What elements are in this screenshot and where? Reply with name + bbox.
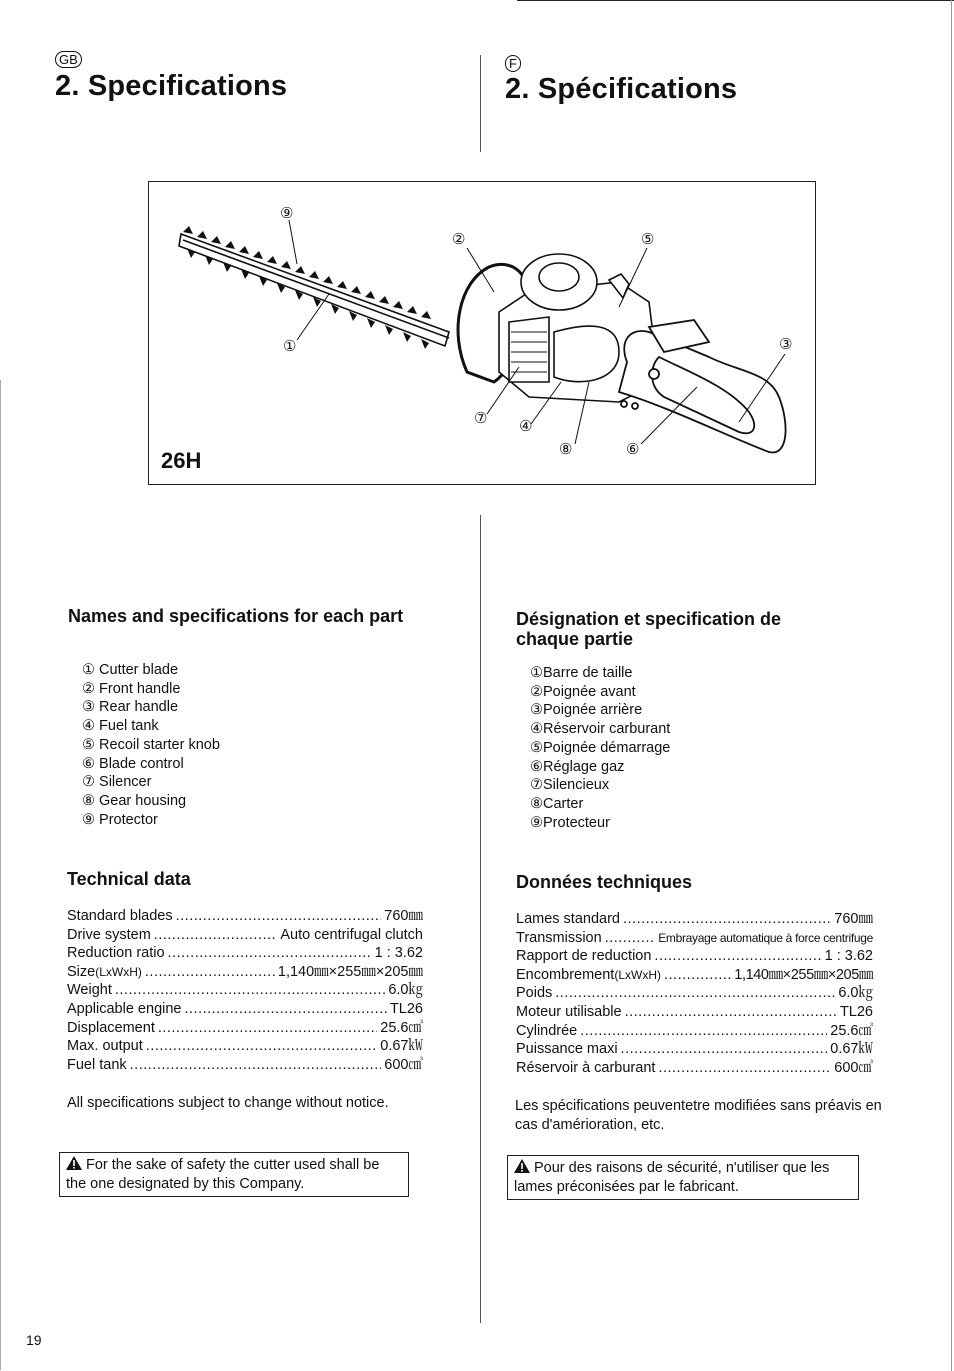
callout-3: ③: [779, 336, 793, 353]
spec-row: Reduction ratio ..... 1 : 3.62: [67, 944, 423, 963]
cutter-blade-drawing: [179, 234, 449, 346]
tech-heading-fr: Données techniques: [516, 872, 693, 892]
column-divider-top: [480, 55, 481, 152]
spec-row: Réservoir à carburant ..... 600㎤: [516, 1059, 873, 1078]
list-item: ⑥ Blade control: [82, 755, 184, 772]
spec-row: Size (LxWxH) ..... 1,140㎜×255㎜×205㎜: [67, 963, 423, 982]
spec-table-en: [67, 907, 423, 1074]
spec-table-fr: [516, 910, 873, 1077]
spec-row: Lames standard ..... 760㎜: [516, 910, 873, 929]
callout-2: ②: [452, 231, 466, 248]
language-badge-gb: GB: [55, 51, 82, 68]
warning-box-en: [59, 1152, 409, 1197]
parts-heading-fr: Désignation et specification de chaque partie: [516, 609, 782, 649]
callout-7: ⑦: [474, 410, 488, 427]
list-item: ⑤ Recoil starter knob: [82, 736, 220, 753]
page-title-en: 2. Specifications: [55, 70, 288, 102]
callout-4: ④: [519, 418, 533, 435]
spec-row: Displacement ..... 25.6㎤: [67, 1019, 423, 1038]
spec-row: Max. output ..... 0.67㎾: [67, 1037, 423, 1056]
hedge-trimmer-illustration: [149, 182, 815, 484]
spec-row: Applicable engine ..... TL26: [67, 1000, 423, 1019]
spec-row: Weight ..... 6.0㎏: [67, 981, 423, 1000]
list-item: ⑨ Protector: [82, 811, 158, 828]
spec-row: Poids ..... 6.0㎏: [516, 984, 873, 1003]
spec-row: Standard blades ..... 760㎜: [67, 907, 423, 926]
list-item: ① Cutter blade: [82, 662, 179, 678]
list-item: ⑧Carter: [530, 795, 584, 812]
list-item: ⑨Protecteur: [530, 814, 610, 831]
warning-icon: [66, 1156, 82, 1170]
list-item: ⑦Silencieux: [530, 777, 610, 794]
list-item: ③Poignée arrière: [530, 702, 643, 719]
warning-icon: [514, 1159, 530, 1173]
model-label: 26H: [161, 448, 202, 473]
callout-6: ⑥: [626, 441, 640, 458]
warning-box-fr: [507, 1155, 859, 1200]
spec-row: Puissance maxi ..... 0.67㎾: [516, 1040, 873, 1059]
list-item: ⑧ Gear housing: [82, 792, 187, 809]
list-item: ⑥Réglage gaz: [530, 758, 625, 775]
parts-heading-en: Names and specifications for each part: [68, 606, 404, 626]
tech-heading-en: Technical data: [67, 869, 191, 889]
right-edge-rule: [951, 0, 952, 1371]
rear-handle-drawing: [619, 320, 786, 452]
callout-8: ⑧: [559, 441, 573, 458]
parts-list-en: [82, 661, 220, 829]
notice-en: All specifications subject to change without notice.: [67, 1095, 389, 1111]
hedge-trimmer-figure: [148, 181, 816, 485]
left-edge-rule: [0, 380, 1, 1370]
spec-row: Cylindrée ..... 25.6㎤: [516, 1022, 873, 1041]
list-item: ④ Fuel tank: [82, 718, 159, 735]
spec-row: Encombrement (LxWxH) ..... 1,140㎜×255㎜×205㎜: [516, 966, 873, 985]
spec-row: Drive system ..... Auto centrifugal clutch: [67, 926, 423, 945]
callout-5: ⑤: [641, 231, 655, 248]
spec-row: Rapport de reduction ..... 1 : 3.62: [516, 947, 873, 966]
list-item: ⑦ Silencer: [82, 774, 152, 791]
page-title-fr: 2. Spécifications: [505, 73, 738, 105]
list-item: ①Barre de taille: [530, 665, 633, 681]
warning-text-fr: Pour des raisons de sécurité, n'utiliser que les lames préconisées par le fabricant.: [514, 1160, 830, 1195]
list-item: ⑤Poignée démarrage: [530, 739, 671, 756]
language-badge-f: F: [505, 55, 521, 72]
column-divider-bottom: [480, 515, 481, 1323]
spec-row: Transmission ..... Embrayage automatique à force centrifuge: [516, 929, 873, 948]
spec-row: Fuel tank ..... 600㎤: [67, 1056, 423, 1075]
list-item: ② Front handle: [82, 680, 181, 697]
list-item: ③ Rear handle: [82, 699, 179, 716]
callout-1: ①: [283, 338, 297, 355]
callout-9: ⑨: [280, 205, 294, 222]
notice-fr: Les spécifications peuventetre modifiées sans préavis en cas d'amérioration, etc.: [515, 1098, 882, 1133]
warning-text-en: For the sake of safety the cutter used shall be the one designated by this Company.: [66, 1157, 380, 1192]
page-number: 19: [26, 1332, 42, 1348]
parts-list-fr: [530, 664, 670, 832]
spec-row: Moteur utilisable ..... TL26: [516, 1003, 873, 1022]
top-rule: [517, 0, 954, 1]
list-item: ②Poignée avant: [530, 683, 636, 700]
list-item: ④Réservoir carburant: [530, 721, 671, 738]
